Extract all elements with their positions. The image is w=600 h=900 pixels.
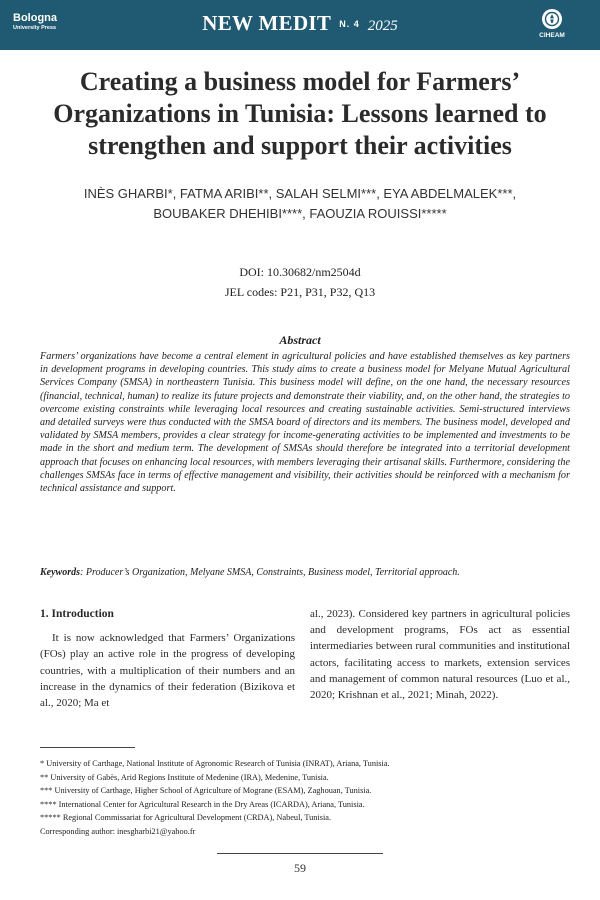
publisher-name: Bologna xyxy=(13,12,57,24)
page-number-divider xyxy=(217,853,383,854)
authors-line-1: INÈS GHARBI*, FATMA ARIBI**, SALAH SELMI***, EYA ABDELMALEK***, xyxy=(83,186,517,201)
jel-codes: JEL codes: P21, P31, P32, Q13 xyxy=(224,285,376,299)
journal-masthead xyxy=(0,13,600,34)
footnote: * University of Carthage, National Institute of Agronomic Research of Tunisia (INRAT), Ariana, Tunisia. xyxy=(40,759,390,768)
section-heading: 1. Introduction xyxy=(40,608,114,620)
abstract-heading: Abstract xyxy=(279,333,321,347)
abstract-text: Farmers’ organizations have become a central element in agricultural policies and have established themselves as key partners in development programs in developing countries. This study aims to create a business model for Melyane Mutual Agricultural Services Company (SMSA) in northeastern Tunisia. This business model will define, on the one hand, the necessary resources (financial, technical, human) to realize its future projects and demonstrate their viability, and, on the other hand, the strategies to overcome existing constraints while leveraging local resources and creating sustainable activities. Semi-structured interviews and detailed surveys were thus conducted with the SMSA board of directors and its members. The business model, developed and validated by SMSA members, provides a clear strategy for income-generating activities to be implemented and investments to be made in the short and medium term. The development of SMSAs should therefore be integrated into a territorial development approach that focuses on enhancing local resources, with members leveraging their artisanal skills. Furthermore, considering the challenges SMSAs face in terms of effective management and visibility, their activities should be reinforced with a mechanism for technical assistance and support. xyxy=(40,351,570,495)
footnote: **** International Center for Agricultural Research in the Dry Areas (ICARDA), Ariana, Tunisia. xyxy=(40,799,365,809)
author-list xyxy=(40,184,560,224)
article-title: Creating a business model for Farmers’ Organizations in Tunisia: Lessons learned to strengthen and support their activities xyxy=(53,67,547,160)
journal-header xyxy=(0,0,600,50)
partner-logo xyxy=(534,9,570,40)
partner-name: CIHEAM xyxy=(539,32,565,39)
issue-number: N. 4 xyxy=(339,19,360,29)
footnote: *** University of Carthage, Higher School of Agriculture of Mograne (ESAM), Zaghouan, Tunisia. xyxy=(40,786,372,796)
authors-line-2: BOUBAKER DHEHIBI****, FAOUZIA ROUISSI***** xyxy=(153,206,447,221)
publisher-subtitle: University Press xyxy=(13,25,57,31)
doi-link[interactable]: DOI: 10.30682/nm2504d xyxy=(239,265,361,279)
footnote: ** University of Gabès, Arid Regions Institute of Medenine (IRA), Medenine, Tunisia. xyxy=(40,772,329,782)
keywords xyxy=(40,566,570,579)
body-column-right xyxy=(310,606,570,703)
ciheam-emblem-icon xyxy=(542,9,562,29)
journal-name: NEW MEDIT xyxy=(202,11,332,35)
keywords-label: Keywords xyxy=(40,567,80,578)
keywords-list: : Producer’s Organization, Melyane SMSA, Constraints, Business model, Territorial approach. xyxy=(80,567,460,578)
footnote: ***** Regional Commissariat for Agricultural Development (CRDA), Nabeul, Tunisia. xyxy=(40,813,332,823)
article-identifiers xyxy=(0,262,600,302)
corresponding-author[interactable]: Corresponding author: inesgharbi21@yahoo.fr xyxy=(40,826,196,836)
footnote-divider xyxy=(40,747,135,748)
body-paragraph-continued: al., 2023). Considered key partners in agricultural policies and development programs, FOs act as essential intermediaries between rural communities and institutional actors, facilitating access to markets, extension services and management of common natural resources (Luo et al., 2020; Krishnan et al., 2021; Minah, 2022). xyxy=(310,608,570,702)
body-column-left xyxy=(40,606,295,711)
page-number: 59 xyxy=(294,861,306,875)
footnotes xyxy=(40,757,580,839)
issue-year: 2025 xyxy=(367,18,398,34)
body-paragraph: It is now acknowledged that Farmers’ Organizations (FOs) play an active role in the progress of developing countries, with a multiplication of their numbers and an increase in the dynamics of their federation (Bizikova et al., 2020; Ma et xyxy=(40,632,295,710)
